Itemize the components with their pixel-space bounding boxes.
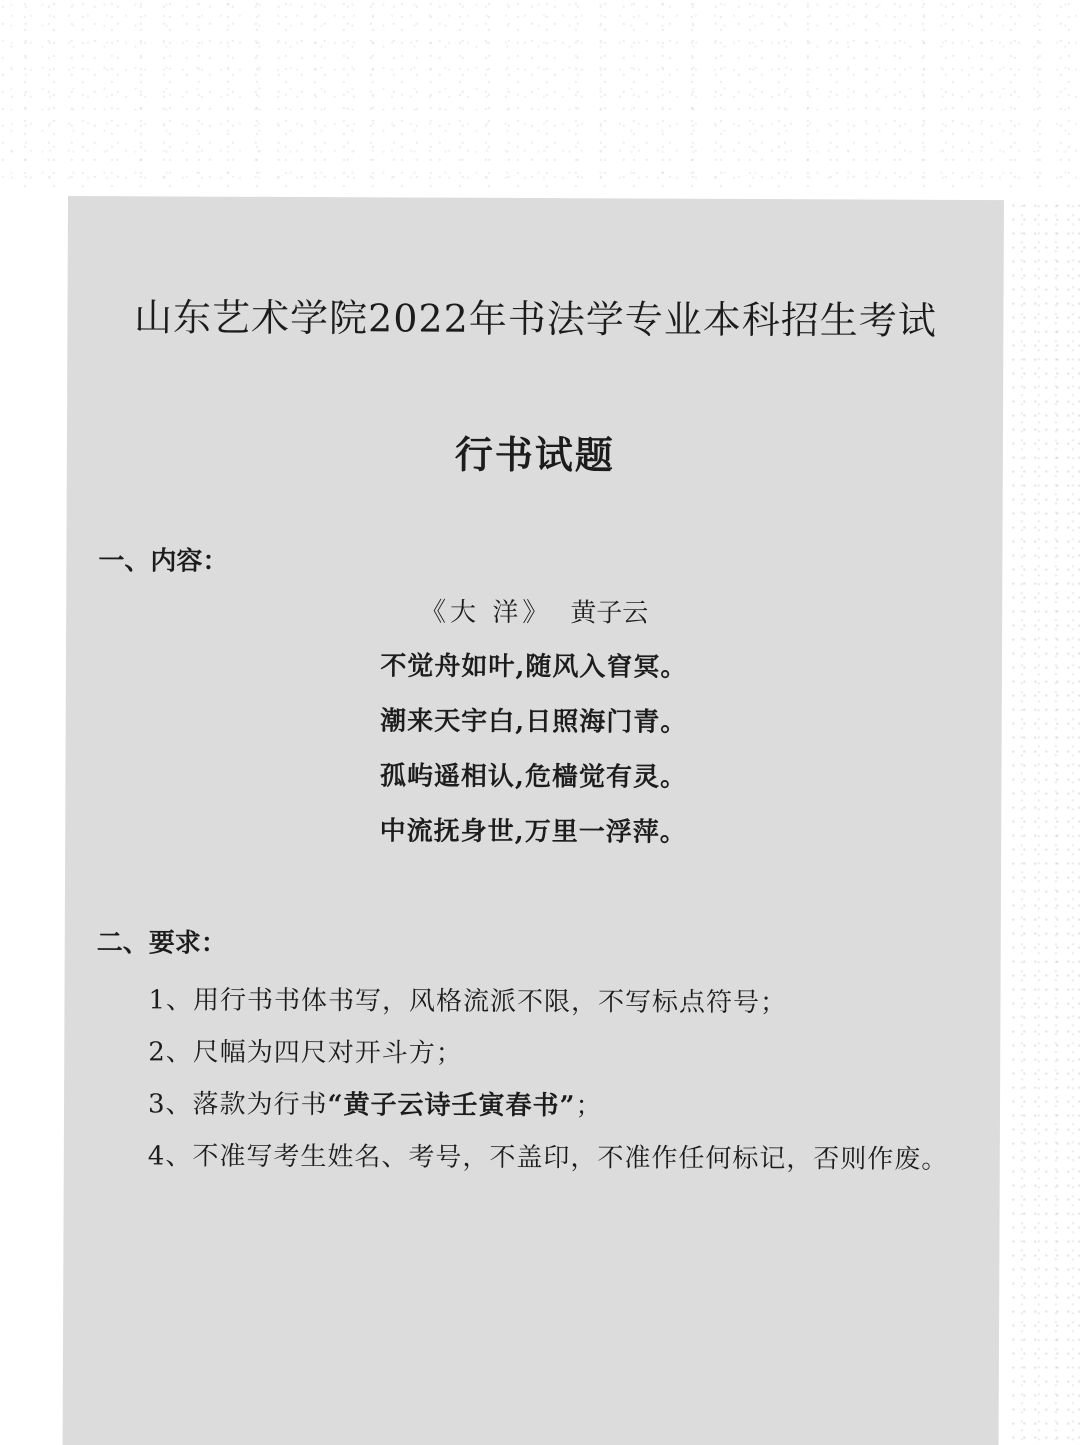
poem-line: 不觉舟如叶,随风入窅冥。 bbox=[380, 651, 688, 683]
signature-text: “黄子云诗壬寅春书” bbox=[327, 1090, 576, 1122]
requirement-item bbox=[94, 1078, 974, 1134]
document-subtitle: 行书试题 bbox=[454, 431, 615, 478]
poem-title: 《大 洋》 bbox=[419, 597, 553, 629]
scan-noise bbox=[0, 0, 1080, 190]
requirement-suffix: ； bbox=[575, 1091, 603, 1122]
requirement-prefix: 3、落款为行书 bbox=[147, 1089, 328, 1121]
requirements-list bbox=[94, 974, 975, 1186]
requirement-item: 4、不准写考生姓名、考号，不盖印，不准作任何标记，否则作废。 bbox=[147, 1141, 949, 1175]
scan-edge-noise bbox=[1010, 200, 1080, 1445]
poem-block bbox=[65, 596, 1002, 874]
requirement-item: 2、尺幅为四尺对开斗方； bbox=[148, 1037, 463, 1069]
document-title: 山东艺术学院2022年书法学专业本科招生考试 bbox=[134, 295, 937, 343]
section-heading-requirements: 二、要求： bbox=[96, 928, 227, 959]
poem-header bbox=[66, 596, 1002, 630]
poem-line: 孤屿遥相认,危樯觉有灵。 bbox=[379, 761, 688, 793]
poem-line: 潮来天宇白,日照海门青。 bbox=[380, 706, 688, 738]
poem-line: 中流抚身世,万里一浮萍。 bbox=[379, 816, 687, 848]
exam-sheet bbox=[63, 196, 1004, 1445]
poem-author: 黄子云 bbox=[570, 598, 649, 629]
section-heading-content: 一、内容： bbox=[98, 546, 229, 577]
requirement-item: 1、用行书书体书写，风格流派不限，不写标点符号； bbox=[148, 985, 788, 1019]
